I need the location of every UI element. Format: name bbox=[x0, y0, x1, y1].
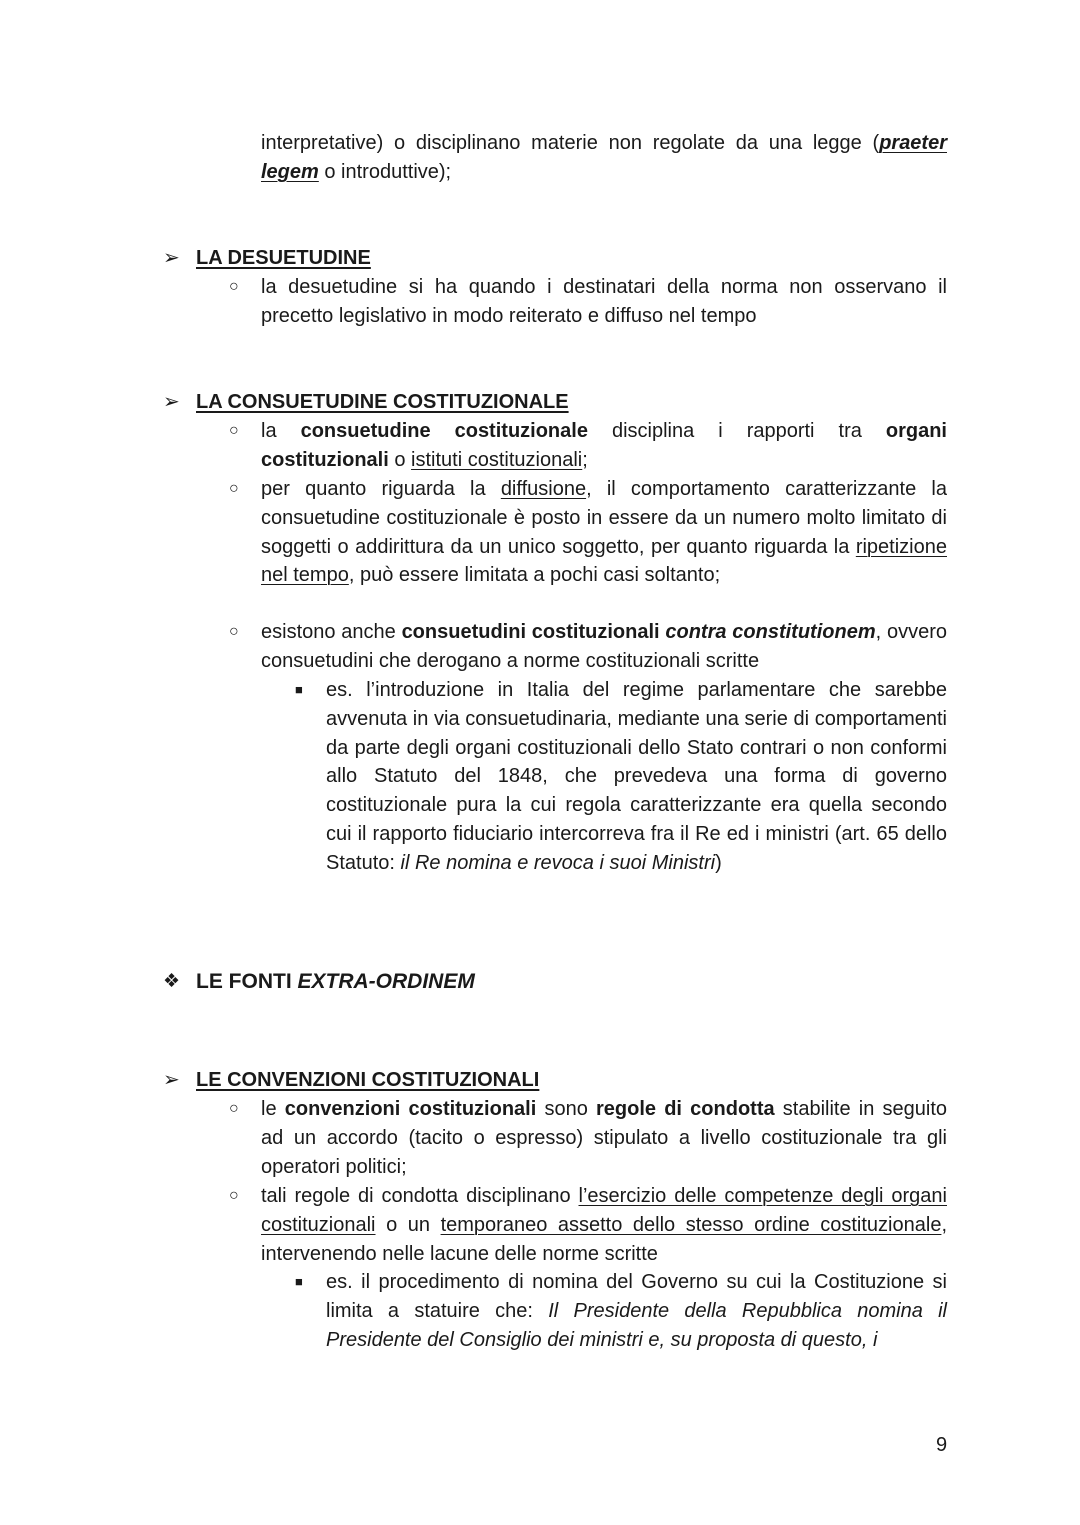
circle-bullet-icon: ○ bbox=[229, 1187, 239, 1204]
arrow-bullet-icon: ➢ bbox=[163, 1069, 180, 1091]
consuetudine-bullet-3: esistono anche consuetudini costituzionali contra constitutionem, ovvero consuetudini che derogano a norme costituzionali scritte bbox=[261, 621, 947, 672]
diamond-bullet-icon: ❖ bbox=[163, 971, 181, 992]
arrow-bullet-icon: ➢ bbox=[163, 391, 180, 413]
consuetudine-bullet-1: la consuetudine costituzionale disciplina i rapporti tra organi costituzionali o istituti costituzionali; bbox=[261, 420, 947, 471]
square-bullet-icon: ■ bbox=[295, 682, 303, 697]
consuetudine-bullet-2: per quanto riguarda la diffusione, il comportamento caratterizzante la consuetudine costituzionale è posto in essere da un numero molto limitato di soggetti o addirittura da un unico soggetto, per quanto riguarda la ripetizione nel tempo, può essere limitata a pochi casi soltanto; bbox=[261, 478, 947, 587]
convenzioni-bullet-1: le convenzioni costituzionali sono regole di condotta stabilite in seguito ad un accordo (tacito o espresso) stipulato a livello costituzionale tra gli operatori politici; bbox=[261, 1098, 948, 1178]
intro-paragraph: interpretative) o disciplinano materie non regolate da una legge (praeter legem o introduttive); bbox=[261, 132, 947, 183]
convenzioni-bullet-2: tali regole di condotta disciplinano l’esercizio delle competenze degli organi costituzionali o un temporaneo assetto dello stesso ordine costituzionale, intervenendo nelle lacune delle norme scritte bbox=[261, 1185, 947, 1265]
praeter-legem-term: praeter legem bbox=[261, 132, 947, 183]
heading-convenzioni-costituzionali: LE CONVENZIONI COSTITUZIONALI bbox=[196, 1069, 540, 1091]
heading-desuetudine: LA DESUETUDINE bbox=[196, 247, 371, 269]
heading-fonti-extra-ordinem: LE FONTI EXTRA-ORDINEM bbox=[196, 970, 475, 993]
consuetudine-subbullet-1: es. l’introduzione in Italia del regime parlamentare che sarebbe avvenuta in via consuetudinaria, mediante una serie di comportamenti da parte degli organi costituzionali dello Stato contrari o non conformi allo Statuto del 1848, che prevedeva una forma di governo costituzionale pura la cui regola caratterizzante era quella secondo cui il rapporto fiduciario intercorreva fra il Re ed i ministri (art. 65 dello Statuto: il Re nomina e revoca i suoi Ministri) bbox=[326, 679, 947, 874]
circle-bullet-icon: ○ bbox=[229, 1100, 239, 1117]
square-bullet-icon: ■ bbox=[295, 1274, 303, 1289]
arrow-bullet-icon: ➢ bbox=[163, 247, 180, 269]
circle-bullet-icon: ○ bbox=[229, 278, 239, 295]
page-number: 9 bbox=[936, 1434, 948, 1456]
heading-consuetudine-costituzionale: LA CONSUETUDINE COSTITUZIONALE bbox=[196, 391, 569, 413]
circle-bullet-icon: ○ bbox=[229, 480, 239, 497]
circle-bullet-icon: ○ bbox=[229, 623, 239, 640]
circle-bullet-icon: ○ bbox=[229, 422, 239, 439]
convenzioni-subbullet-1: es. il procedimento di nomina del Governo su cui la Costituzione si limita a statuire che: Il Presidente della Repubblica nomina il Presidente del Consiglio dei ministri e, su proposta di questo, i bbox=[326, 1271, 947, 1351]
desuetudine-bullet-1: la desuetudine si ha quando i destinatari della norma non osservano il precetto legislativo in modo reiterato e diffuso nel tempo bbox=[261, 276, 947, 327]
